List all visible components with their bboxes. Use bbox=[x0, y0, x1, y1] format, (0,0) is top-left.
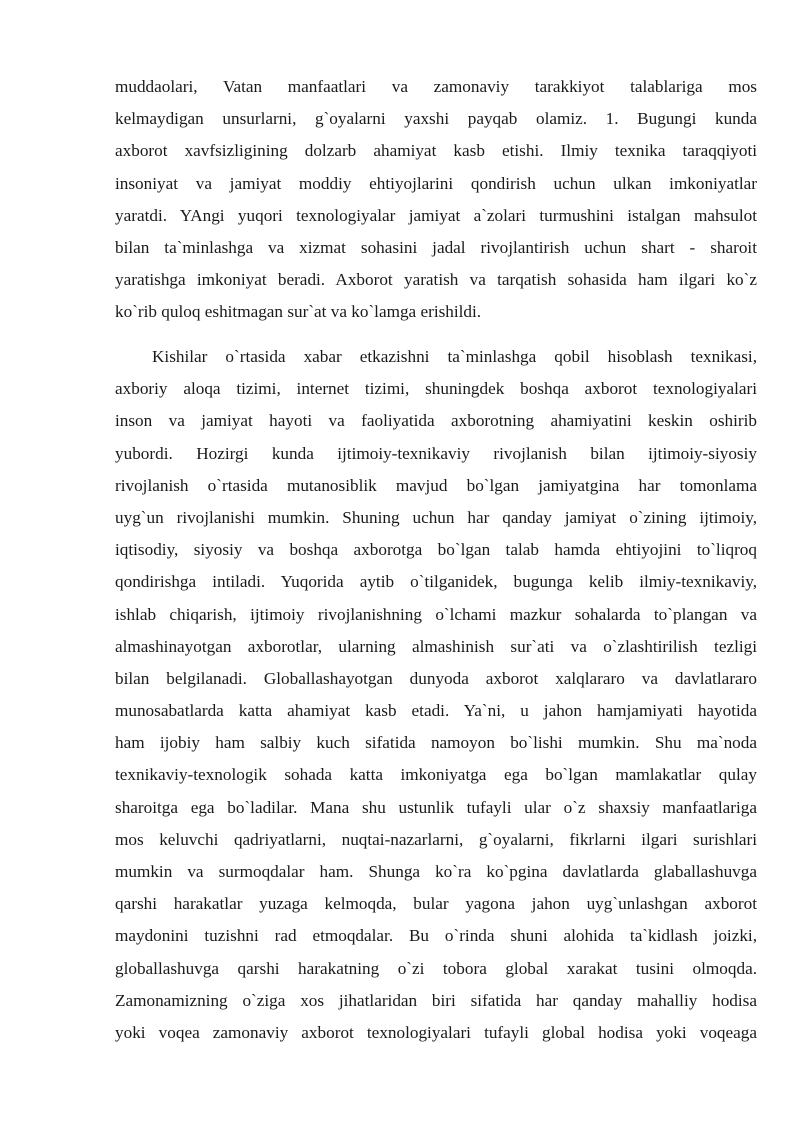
text-line: ko`rib quloq eshitmagan sur`at va ko`lamga erishildi. bbox=[115, 302, 482, 322]
text-line: axborot xavfsizligining dolzarb ahamiyat kasb etishi. Ilmiy texnika taraqqiyoti bbox=[115, 141, 757, 161]
text-line: Kishilar o`rtasida xabar etkazishni ta`minlashga qobil hisoblash texnikasi, bbox=[152, 347, 757, 366]
paragraph-2 bbox=[115, 341, 757, 1049]
text-line: munosabatlarda katta ahamiyat kasb etadi. Ya`ni, u jahon hamjamiyati hayotida bbox=[115, 701, 757, 721]
text-line: yubordi. Hozirgi kunda ijtimoiy-texnikaviy rivojlanish bilan ijtimoiy-siyosiy bbox=[115, 443, 757, 463]
text-line: mos keluvchi qadriyatlarni, nuqtai-nazarlarni, g`oyalarni, fikrlarni ilgari surishlari bbox=[115, 829, 757, 849]
text-line: almashinayotgan axborotlar, ularning almashinish sur`ati va o`zlashtirilish tezligi bbox=[115, 636, 757, 656]
text-line: globallashuvga qarshi harakatning o`zi tobora global xarakat tusini olmoqda. bbox=[115, 958, 757, 978]
text-line: yaratishga imkoniyat beradi. Axborot yaratish va tarqatish sohasida ham ilgari ko`z bbox=[115, 270, 757, 290]
text-line: qondirishga intiladi. Yuqorida aytib o`tilganidek, bugunga kelib ilmiy-texnikaviy, bbox=[115, 572, 757, 592]
text-line: inson va jamiyat hayoti va faoliyatida axborotning ahamiyatini keskin oshirib bbox=[115, 411, 757, 431]
text-line: axboriy aloqa tizimi, internet tizimi, shuningdek boshqa axborot texnologiyalari bbox=[115, 379, 757, 399]
text-line: sharoitga ega bo`ladilar. Mana shu ustunlik tufayli ular o`z shaxsiy manfaatlariga bbox=[115, 797, 757, 817]
text-line: yaratdi. YAngi yuqori texnologiyalar jamiyat a`zolari turmushini istalgan mahsulot bbox=[115, 205, 757, 225]
paragraph-1 bbox=[115, 71, 757, 329]
text-line: rivojlanish o`rtasida mutanosiblik mavjud bo`lgan jamiyatgina har tomonlama bbox=[115, 475, 757, 495]
text-line: muddaolari, Vatan manfaatlari va zamonaviy tarakkiyot talablariga mos bbox=[115, 77, 757, 96]
text-line: yoki voqea zamonaviy axborot texnologiyalari tufayli global hodisa yoki voqeaga bbox=[115, 1022, 757, 1042]
text-line: ham ijobiy ham salbiy kuch sifatida namoyon bo`lishi mumkin. Shu ma`noda bbox=[115, 733, 757, 753]
text-line: mumkin va surmoqdalar ham. Shunga ko`ra ko`pgina davlatlarda glaballashuvga bbox=[115, 862, 757, 881]
text-line: maydonini tuzishni rad etmoqdalar. Bu o`rinda shuni alohida ta`kidlash joizki, bbox=[115, 926, 757, 946]
text-line: texnikaviy-texnologik sohada katta imkoniyatga ega bo`lgan mamlakatlar qulay bbox=[115, 765, 757, 785]
text-line: qarshi harakatlar yuzaga kelmoqda, bular yagona jahon uyg`unlashgan axborot bbox=[115, 894, 757, 914]
text-line: iqtisodiy, siyosiy va boshqa axborotga bo`lgan talab hamda ehtiyojini to`liqroq bbox=[115, 540, 757, 560]
text-line: ishlab chiqarish, ijtimoiy rivojlanishning o`lchami mazkur sohalarda to`plangan va bbox=[115, 604, 757, 624]
text-line: insoniyat va jamiyat moddiy ehtiyojlarini qondirish uchun ulkan imkoniyatlar bbox=[115, 173, 757, 193]
text-line: bilan ta`minlashga va xizmat sohasini jadal rivojlantirish uchun shart - sharoit bbox=[115, 237, 757, 257]
text-line: uyg`un rivojlanishi mumkin. Shuning uchun har qanday jamiyat o`zining ijtimoiy, bbox=[115, 507, 757, 527]
text-line: kelmaydigan unsurlarni, g`oyalarni yaxshi payqab olamiz. 1. Bugungi kunda bbox=[115, 109, 757, 129]
text-line: bilan belgilanadi. Globallashayotgan dunyoda axborot xalqlararo va davlatlararo bbox=[115, 668, 757, 688]
text-line: Zamonamizning o`ziga xos jihatlaridan biri sifatida har qanday mahalliy hodisa bbox=[115, 990, 757, 1010]
